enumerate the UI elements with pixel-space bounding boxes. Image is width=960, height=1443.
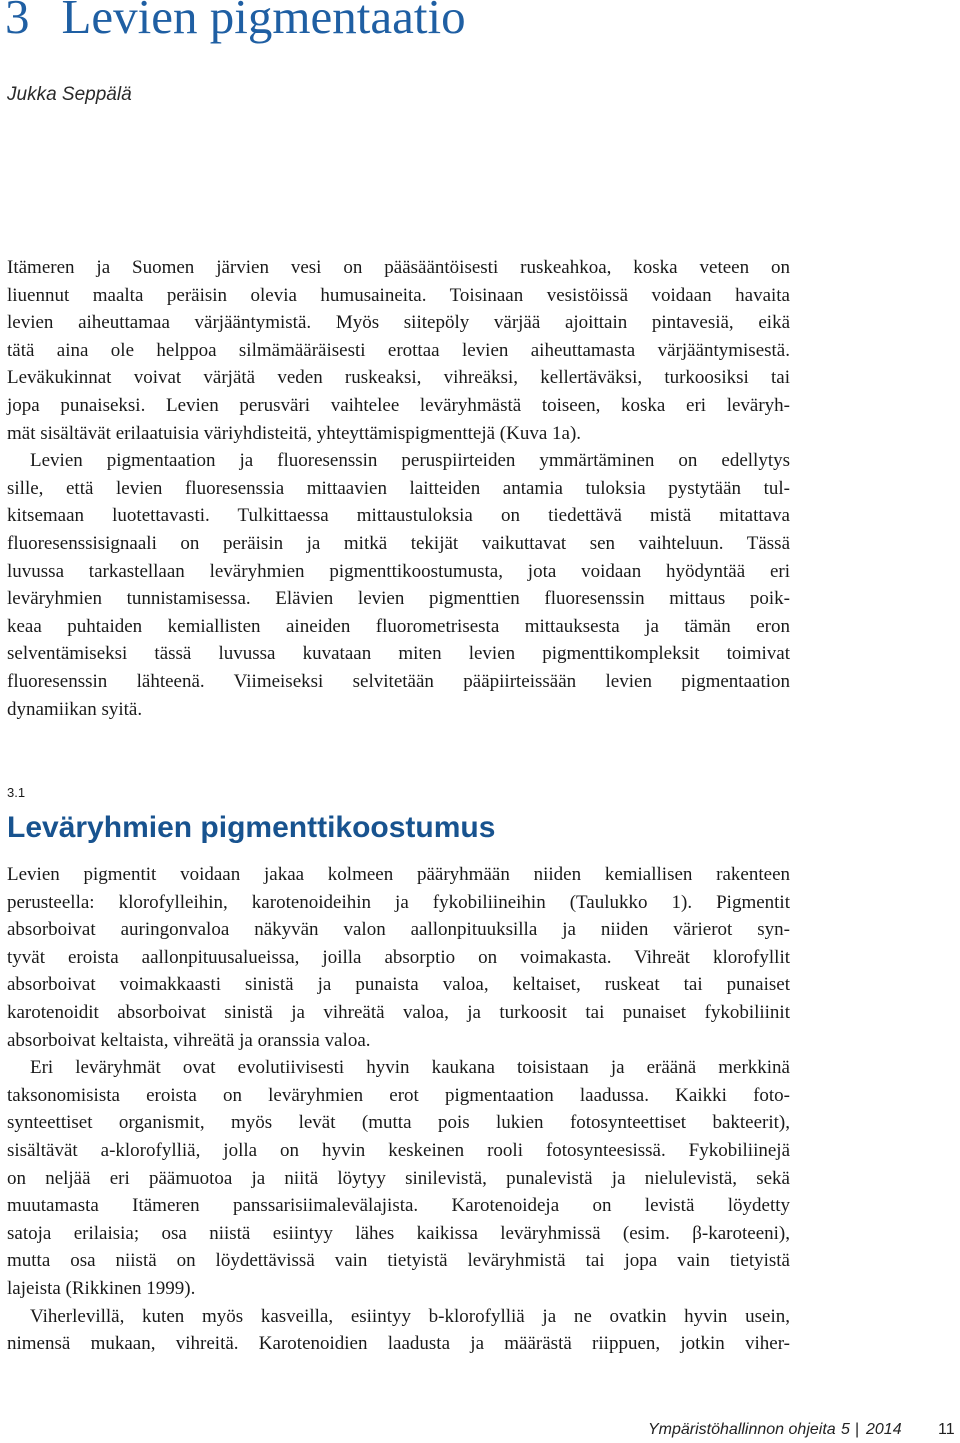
paragraph xyxy=(7,447,790,723)
body-line: Itämeren ja Suomen järvien vesi on pääsääntöisesti ruskeahkoa, koska veteen on xyxy=(7,257,790,278)
body-line: liuennut maalta peräisin olevia humusaineita. Toisinaan vesistöissä voidaan havaita xyxy=(7,284,790,306)
body-line: synteettiset organismit, myös levät (mutta pois lukien fotosynteettiset bakteerit), xyxy=(7,1112,790,1134)
paragraph xyxy=(7,254,790,447)
paragraph xyxy=(7,861,790,1054)
body-line: luvussa tarkastellaan leväryhmien pigmenttikoostumusta, jota voidaan hyödyntää eri xyxy=(7,560,790,582)
body-line: sille, että levien fluoresenssia mittaavien laitteiden antamia tuloksia pystytään tul- xyxy=(7,477,790,499)
body-line: mutta osa niistä on löydettävissä vain tietyistä leväryhmistä tai jopa vain tietyistä xyxy=(7,1250,790,1272)
body-line: absorboivat auringonvaloa näkyvän valon aallonpituuksilla ja niiden värierot syn- xyxy=(7,919,790,941)
body-line: perusteella: klorofylleihin, karotenoideihin ja fykobiliineihin (Taulukko 1). Pigmentit xyxy=(7,891,790,913)
body-line: absorboivat voimakkaasti sinistä ja punaista valoa, keltaiset, ruskeat tai punaiset xyxy=(7,974,790,996)
section-title: Leväryhmien pigmenttikoostumus xyxy=(7,811,496,844)
body-line: tätä aina ole helppoa silmämääräisesti erottaa levien aiheuttamasta värjääntymisestä. xyxy=(7,339,790,361)
body-line: absorboivat keltaista, vihreätä ja oranssia valoa. xyxy=(7,1029,371,1051)
footer-issue: 5 xyxy=(841,1421,850,1438)
body-line: lajeista (Rikkinen 1999). xyxy=(7,1277,196,1299)
body-line: jopa punaiseksi. Levien perusväri vaihtelee leväryhmästä toiseen, koska eri leväryh- xyxy=(7,394,790,416)
paragraph xyxy=(7,1054,790,1302)
body-line: Viherlevillä, kuten myös kasveilla, esiintyy b-klorofylliä ja ne ovatkin hyvin usein, xyxy=(30,1305,790,1327)
body-line: karotenoidit absorboivat sinistä ja vihreätä valoa, ja turkoosit tai punaiset fykobiliinit xyxy=(7,1001,790,1023)
body-line: kitsemaan luotettavasti. Tulkittaessa mittaustuloksia on tiedettävä mistä mitattava xyxy=(7,505,790,527)
section-number: 3.1 xyxy=(7,785,26,800)
body-line: leväryhmien tunnistamisessa. Elävien levien pigmenttien fluoresenssin mittaus poik- xyxy=(7,588,790,610)
chapter-title xyxy=(5,0,466,44)
body-line: mät sisältävät erilaatuisia väriyhdisteitä, yhteyttämispigmenttejä (Kuva 1a). xyxy=(7,422,582,444)
body-line: keaa puhtaiden kemiallisten aineiden fluorometrisesta mittauksesta ja tämän eron xyxy=(7,615,790,637)
body-line: tyvät eroista aallonpituusalueissa, joilla absorptio on voimakasta. Vihreät klorofyllit xyxy=(7,946,790,968)
footer-separator: | xyxy=(855,1421,860,1438)
body-line: Levien pigmentaation ja fluoresenssin peruspiirteiden ymmärtäminen on edellytys xyxy=(30,450,790,472)
body-line: fluoresenssin lähteenä. Viimeiseksi selvitetään pääpiirteissään levien pigmentaation xyxy=(7,670,790,692)
section-text xyxy=(7,861,790,1358)
chapter-number: 3 xyxy=(5,0,30,44)
body-line: sisältävät a-klorofylliä, jolla on hyvin keskeinen rooli fotosynteesissä. Fykobiliinejä xyxy=(7,1139,790,1161)
body-line: dynamiikan syitä. xyxy=(7,698,143,720)
body-line: Levien pigmentit voidaan jakaa kolmeen pääryhmään niiden kemiallisen rakenteen xyxy=(7,864,790,885)
page-number: 11 xyxy=(938,1421,955,1438)
footer-series: Ympäristöhallinnon ohjeita xyxy=(648,1421,836,1438)
intro-text xyxy=(7,254,790,723)
body-line: muutamasta Itämeren panssarisiimalevälajista. Karotenoideja on levistä löydetty xyxy=(7,1195,790,1217)
body-line: satoja erilaisia; osa niistä esiintyy lähes kaikissa leväryhmissä (esim. β-karoteeni), xyxy=(7,1222,790,1244)
body-line: Leväkukinnat voivat värjätä veden ruskeaksi, vihreäksi, kellertäväksi, turkoosiksi tai xyxy=(7,367,790,389)
paragraph xyxy=(7,1303,790,1358)
body-line: fluoresenssisignaali on peräisin ja mitkä tekijät vaikuttavat sen vaihteluun. Tässä xyxy=(7,532,790,554)
body-line: taksonomisista eroista on leväryhmien erot pigmentaation laadussa. Kaikki foto- xyxy=(7,1084,790,1106)
author-name: Jukka Seppälä xyxy=(7,84,132,105)
body-line: nimensä mukaan, vihreitä. Karotenoidien laadusta ja määrästä riippuen, jotkin viher- xyxy=(7,1333,790,1355)
body-line: selventämiseksi tässä luvussa kuvataan miten levien pigmenttikompleksit toimivat xyxy=(7,643,790,665)
body-line: Eri leväryhmät ovat evolutiivisesti hyvin kaukana toisistaan ja eräänä merkkinä xyxy=(30,1057,790,1079)
footer-year: 2014 xyxy=(866,1421,902,1438)
body-line: on neljää eri päämuotoa ja niitä löytyy sinilevistä, punalevistä ja nielulevistä, sekä xyxy=(7,1167,790,1189)
body-line: levien aiheuttamaa värjääntymistä. Myös siitepöly värjää ajoittain pintavesiä, eikä xyxy=(7,312,790,334)
chapter-title-text: Levien pigmentaatio xyxy=(61,0,466,44)
